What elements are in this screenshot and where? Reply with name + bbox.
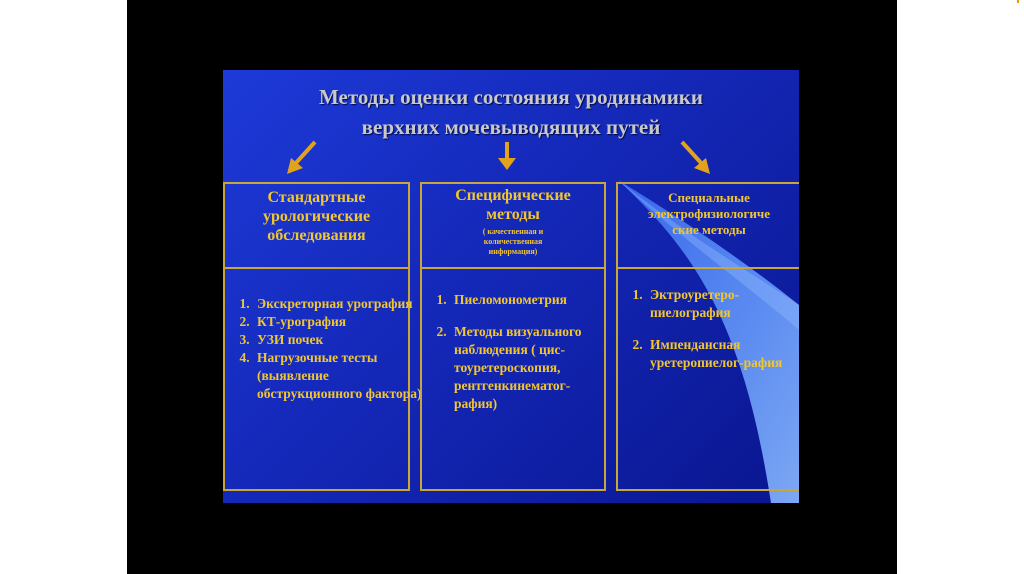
column-standard-header: Стандартные урологические обследования <box>262 189 371 244</box>
list-item: 1. Экскреторная урография <box>253 295 425 313</box>
list-item: 1. Пиеломонометрия <box>450 291 610 309</box>
column-standard-list <box>223 295 425 403</box>
list-item: 4. Нагрузочные тесты (выявление обструкционного фактора) <box>253 349 425 403</box>
list-item: 2. Методы визуального наблюдения ( цис-тоуретероскопия, рентгенкинематог-рафия) <box>450 323 610 413</box>
arrow-down-right-icon <box>676 138 712 176</box>
arrow-down-left-icon <box>285 138 321 176</box>
list-item: 1. Эктроуретеро-пиелография <box>646 286 796 322</box>
list-item: 3. УЗИ почек <box>253 331 425 349</box>
list-item: 2. Импендансная уретеропиелог-рафия <box>646 336 796 372</box>
corner-mark <box>1017 0 1019 3</box>
arrow-down-icon <box>496 140 518 172</box>
video-frame[interactable] <box>127 0 897 574</box>
column-special-list <box>616 286 796 372</box>
column-specific-list <box>420 291 610 413</box>
column-special-header: Специальные электрофизиологиче ские методы <box>647 190 771 237</box>
slide-title-line2: верхних мочевыводящих путей <box>361 115 661 139</box>
slide <box>223 70 799 503</box>
column-specific-subheader: ( качественная и количественная информация) <box>482 227 544 256</box>
list-item: 2. КТ-урография <box>253 313 425 331</box>
column-specific-header: Специфические методы ( качественная и количественная информация) <box>420 186 606 257</box>
slide-title-line1: Методы оценки состояния уродинамики <box>319 85 703 109</box>
